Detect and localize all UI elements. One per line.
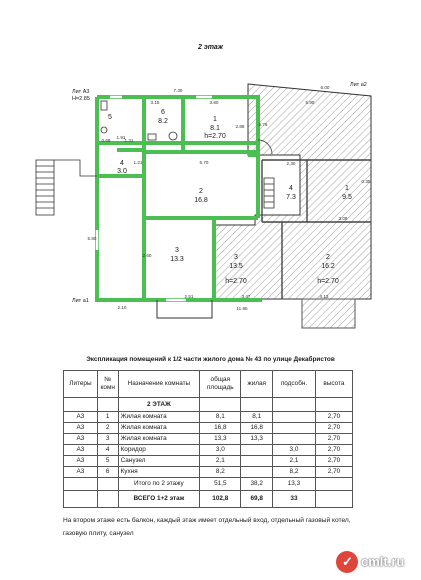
neighbour-room-3-number: 3 [234,254,238,261]
col-living: жилая [241,371,273,398]
floor-title: 2 этаж [198,44,223,51]
dim-5-76: 5.76 [258,122,268,127]
dim-3-09: 3.09 [338,216,348,221]
dim-0-69: 0.69 [101,138,111,143]
section-title: 2 ЭТАЖ [118,398,200,412]
col-room-no: № комн [97,371,118,398]
room-5-number: 5 [108,114,112,121]
dim-3-47: 3.47 [241,294,251,299]
dim-2-88: 2.88 [235,124,245,129]
dim-1-21: 1.21 [133,160,143,165]
col-purpose: Назначение комнаты [118,371,200,398]
neighbour-room-3-height: h=2.70 [225,278,247,285]
neighbour-room-4-area: 7.3 [286,194,296,201]
room-3-number: 3 [175,247,179,254]
grand-total-row: ВСЕГО 1+2 этаж 102,8 69,8 33 [64,491,353,508]
explication-table [63,370,353,508]
room-1-area: 8.1 [210,125,220,132]
dim-7-30: 7.30 [173,88,183,93]
room-1-height: h=2.70 [204,133,226,140]
outer-stairs [36,160,97,215]
watermark-text: cmlt.ru [361,554,405,569]
total-row: Итого по 2 этажу 51,5 38,2 13,3 [64,478,353,491]
table-row: А3 4 Коридор 3,0 3,0 2,70 [64,445,353,456]
table-row: А3 1 Жилая комната 8,1 8,1 2,70 [64,412,353,423]
dim-4-13: 4.13 [319,294,329,299]
table-row: А3 2 Жилая комната 16,8 16,8 2,70 [64,423,353,434]
footnote: На втором этаже есть балкон, каждый этаж имеет отдельный вход, отдельный газовый котел, газовую плиту, санузел [63,517,351,537]
table-row: А3 6 Кухня 8,2 8,2 2,70 [64,467,353,478]
room-6-number: 6 [161,109,165,116]
room-2-area: 16.8 [194,197,208,204]
table-row: А3 5 Санузел 2,1 2,1 2,70 [64,456,353,467]
neighbour-room-2-number: 2 [326,254,330,261]
room-2-number: 2 [199,188,203,195]
neighbour-balcony [302,299,355,328]
neighbour-room-1-area: 9.5 [342,194,352,201]
dim-5-70: 5.70 [199,160,209,165]
col-height: высота [315,371,352,398]
height-label: H=2.85 [72,96,90,102]
room-4-number: 4 [120,160,124,167]
dim-5-95: 5.95 [305,100,315,105]
balcony [157,300,212,318]
neighbour-room-2-area: 16.2 [321,263,335,270]
dim-6-00: 6.00 [320,85,330,90]
dim-1-31: 1.31 [124,138,134,143]
lit-a1-label: Лит а1 [72,298,89,304]
dim-5-80: 5.80 [87,236,97,241]
table-row: А3 3 Жилая комната 13,3 13,3 2,70 [64,434,353,445]
dim-2-30: 2.30 [286,161,296,166]
watermark: ✓ cmlt.ru [334,549,419,575]
room-4-area: 3.0 [117,168,127,175]
room-3-area: 13.3 [170,256,184,263]
neighbour-room-1-number: 1 [345,185,349,192]
dim-2-10: 2.10 [117,305,127,310]
neighbour-room-2-height: h=2.70 [317,278,339,285]
dim-2-60: 2.60 [142,253,152,258]
neighbour-room-4-number: 4 [289,185,293,192]
room-1-number: 1 [213,116,217,123]
dim-2-51: 2.51 [184,294,194,299]
explication-caption: Экспликация помещений к 1/2 части жилого дома № 43 по улице Декабристов [86,356,335,363]
lit-a3-label: Лит А3 [72,89,90,95]
dim-11-55: 11.55 [236,306,248,311]
dim-3-80: 3.80 [209,100,219,105]
dim-0-35: 0.35 [361,179,371,184]
col-litera: Литеры [64,371,98,398]
dim-1-91: 1.91 [116,135,126,140]
room-6-area: 8.2 [158,118,168,125]
lit-a2-label: Лит а2 [350,82,367,88]
col-auxiliary: подсобн. [273,371,316,398]
col-total-area: общая площадь [200,371,241,398]
neighbour-room-3-area: 13.5 [229,263,243,270]
dim-3-15: 3.15 [150,100,160,105]
